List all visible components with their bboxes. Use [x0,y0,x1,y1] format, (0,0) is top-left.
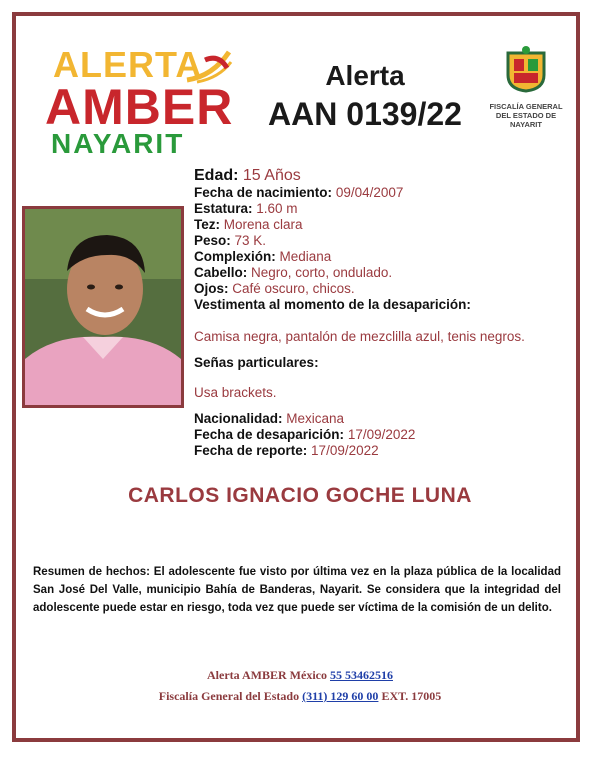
logo-line1: ALERTA [53,44,203,85]
nacimiento-row: Fecha de nacimiento: 09/04/2007 [194,185,404,200]
peso-row: Peso: 73 K. [194,233,267,248]
logo-line3: NAYARIT [51,128,185,159]
desaparicion-row: Fecha de desaparición: 17/09/2022 [194,427,416,442]
seal-org-line2: DEL ESTADO DE [495,111,557,120]
reporte-row: Fecha de reporte: 17/09/2022 [194,443,379,458]
summary-text: Resumen de hechos: El adolescente fue visto por última vez en la plaza pública de la localidad San José Del Valle, municipio Bahía de Banderas, Nayarit. Se considera que la integridad del adolescente puede estar en riesgo, toda vez que puede ser víctima de la comisión de un delito. [33,566,561,614]
alerta-amber-logo [45,42,245,162]
person-details [194,166,574,459]
tez-row: Tez: Morena clara [194,217,303,232]
senas-label: Señas particulares: [194,355,319,370]
fiscalia-seal [476,45,576,129]
nacionalidad-row: Nacionalidad: Mexicana [194,411,345,426]
coat-of-arms-icon [504,45,548,93]
senas-value: Usa brackets. [194,385,277,400]
seal-org-line3: NAYARIT [510,120,542,129]
vestimenta-value: Camisa negra, pantalón de mezclilla azul, tenis negros. [194,329,525,344]
contact-line-amber: Alerta AMBER México 55 53462516 [207,668,393,682]
logo-line2: AMBER [45,79,234,135]
cabello-row: Cabello: Negro, corto, ondulado. [194,265,393,280]
portrait-image [25,209,181,405]
missing-person-name: CARLOS IGNACIO GOCHE LUNA [128,484,472,507]
estatura-row: Estatura: 1.60 m [194,201,298,216]
vestimenta-label: Vestimenta al momento de la desaparición: [194,297,471,312]
amber-phone-link[interactable]: 55 53462516 [329,668,393,682]
alert-title: Alerta [325,60,405,91]
ojos-row: Ojos: Café oscuro, chicos. [194,281,355,296]
seal-org-line1: FISCALÍA GENERAL [489,102,563,111]
missing-person-photo [22,206,184,408]
edad-row: Edad: 15 Años [194,167,301,184]
complexion-row: Complexión: Mediana [194,249,332,264]
fiscalia-phone-link[interactable]: (311) 129 60 00 [302,689,379,703]
alert-code: AAN 0139/22 [268,96,462,132]
contact-line-fiscalia: Fiscalía General del Estado (311) 129 60 00 EXT. 17005 [158,689,442,703]
